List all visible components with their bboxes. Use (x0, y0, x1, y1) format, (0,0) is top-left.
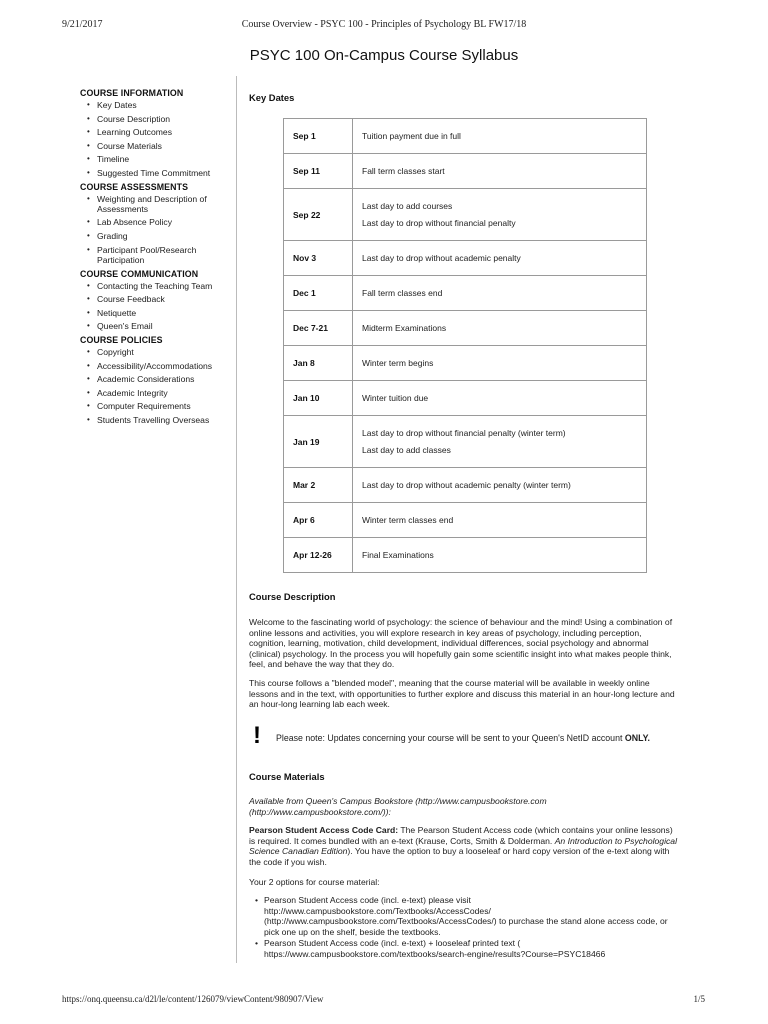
date-cell: Sep 22 (284, 189, 353, 241)
print-title: Course Overview - PSYC 100 - Principles of Psychology BL FW17/18 (241, 19, 527, 30)
nav-section-title[interactable]: COURSE POLICIES (80, 334, 163, 345)
table-row (284, 416, 647, 468)
event-cell (353, 119, 647, 154)
options-list (249, 895, 679, 960)
nav-link-learning-outcomes[interactable]: • Learning Outcomes (97, 127, 230, 137)
nav-section-title[interactable]: COURSE COMMUNICATION (80, 268, 199, 279)
nav-link-course-materials[interactable]: • Course Materials (97, 141, 230, 151)
nav-link-accessibility[interactable]: • Accessibility/Accommodations (97, 361, 230, 371)
date-cell: Dec 1 (284, 276, 353, 311)
course-description-section (249, 592, 679, 603)
nav-section (80, 335, 230, 425)
key-dates-table (283, 118, 647, 573)
event-cell (353, 276, 647, 311)
event-cell (353, 468, 647, 503)
key-dates-heading: Key Dates (249, 92, 295, 103)
blended-model-paragraph: This course follows a "blended model", meaning that the course material will be available in weekly online lessons and in the text, with opportunities to further explore and discuss this material in an hour-long lecture and an hour-long learning lab each week. (249, 678, 675, 710)
nav-link-copyright[interactable]: • Copyright (97, 347, 230, 357)
sidebar-nav (80, 88, 230, 428)
date-cell: Nov 3 (284, 241, 353, 276)
event-cell (353, 416, 647, 468)
nav-link-computer-requirements[interactable]: • Computer Requirements (97, 401, 230, 411)
bookstore-availability[interactable]: Available from Queen's Campus Bookstore (http://www.campusbookstore.com (http://www.campusbookstore.com/)): (249, 796, 547, 817)
nav-section-title[interactable]: COURSE INFORMATION (80, 88, 184, 98)
print-page-number: 1/5 (693, 994, 705, 1004)
event-cell (353, 381, 647, 416)
pearson-label: Pearson Student Access Code Card: (249, 825, 399, 835)
table-row (284, 468, 647, 503)
event-text: Last day to add courses (362, 201, 453, 211)
event-text: Last day to drop without financial penalty (winter term) (362, 428, 566, 438)
date-cell: Dec 7-21 (284, 311, 353, 346)
event-text: Winter term classes end (362, 515, 454, 525)
nav-link-academic-integrity[interactable]: • Academic Integrity (97, 388, 230, 398)
nav-section (80, 182, 230, 266)
notice-text: Please note: Updates concerning your course will be sent to your Queen's NetID account ONLY. (276, 733, 650, 743)
event-cell (353, 311, 647, 346)
table-row (284, 381, 647, 416)
options-intro: Your 2 options for course material: (249, 877, 380, 887)
notice-emphasis: ONLY. (624, 733, 650, 743)
event-text: Fall term classes start (362, 166, 445, 176)
event-text: Final Examinations (362, 550, 434, 560)
nav-link-key-dates[interactable]: • Key Dates (97, 100, 230, 110)
table-row (284, 503, 647, 538)
nav-link-queens-email[interactable]: • Queen's Email (97, 321, 230, 331)
course-materials-heading: Course Materials (249, 771, 325, 782)
event-text: Last day to drop without academic penalty (winter term) (362, 480, 571, 490)
date-cell: Jan 8 (284, 346, 353, 381)
date-cell: Apr 12-26 (284, 538, 353, 573)
nav-link-academic-considerations[interactable]: • Academic Considerations (97, 374, 230, 384)
table-row (284, 346, 647, 381)
nav-link-grading[interactable]: • Grading (97, 231, 230, 241)
table-row (284, 538, 647, 573)
nav-link-timeline[interactable]: • Timeline (97, 154, 230, 164)
column-divider (236, 76, 237, 963)
exclamation-icon: ! (253, 722, 261, 749)
course-description-paragraph: Welcome to the fascinating world of psychology: the science of behaviour and the mind! Using a combination of online lessons and activities, you will explore research in key areas of psychology, including perception, cognition, learning, motivation, child development, individual differences, social psychology and abnormal (clinical) psychology. In the process you will hopefully gain some scientific insight into what makes people think, feel, and behave the way that they do. (249, 617, 673, 670)
event-text: Tuition payment due in full (362, 131, 461, 141)
table-row (284, 189, 647, 241)
nav-link-teaching-team[interactable]: • Contacting the Teaching Team (97, 281, 230, 291)
event-cell (353, 503, 647, 538)
nav-section-title[interactable]: COURSE ASSESSMENTS (80, 181, 189, 192)
event-text: Fall term classes end (362, 288, 443, 298)
date-cell: Mar 2 (284, 468, 353, 503)
list-item[interactable]: • Pearson Student Access code (incl. e-text) please visit http://www.campusbookstore.com/Textbooks/AccessCodes/ (http://www.campusbookstore.com/Textbooks/AccessCodes/) to purchase the stand alone access code, or pick one up on the shelf, beside the textbooks. (264, 895, 679, 937)
date-cell: Sep 1 (284, 119, 353, 154)
nav-link-suggested-time[interactable]: • Suggested Time Commitment (97, 168, 230, 178)
event-cell (353, 154, 647, 189)
date-cell: Apr 6 (284, 503, 353, 538)
table-row (284, 241, 647, 276)
event-text: Winter tuition due (362, 393, 429, 403)
table-row (284, 154, 647, 189)
textbook-title: An Introduction to Psychological Science Canadian Edition (249, 835, 677, 857)
nav-section (80, 269, 230, 332)
event-text: Last day to drop without financial penalty (362, 218, 516, 228)
table-row (284, 276, 647, 311)
event-cell (353, 538, 647, 573)
course-materials-section (249, 772, 679, 783)
print-date: 9/21/2017 (62, 19, 103, 30)
nav-link-lab-absence[interactable]: • Lab Absence Policy (97, 217, 230, 227)
options-list-wrap (249, 895, 679, 961)
nav-link-weighting[interactable]: • Weighting and Description of Assessments (97, 194, 230, 215)
nav-link-students-overseas[interactable]: • Students Travelling Overseas (97, 415, 230, 425)
nav-link-netiquette[interactable]: • Netiquette (97, 308, 230, 318)
table-row (284, 119, 647, 154)
event-text: Midterm Examinations (362, 323, 447, 333)
date-cell: Jan 10 (284, 381, 353, 416)
event-cell (353, 346, 647, 381)
key-dates-section (249, 92, 679, 103)
nav-link-participant-pool[interactable]: • Participant Pool/Research Participation (97, 245, 230, 266)
page-title: PSYC 100 On-Campus Course Syllabus (249, 47, 519, 64)
date-cell: Sep 11 (284, 154, 353, 189)
nav-link-course-description[interactable]: • Course Description (97, 114, 230, 124)
pearson-paragraph: Pearson Student Access Code Card: The Pearson Student Access code (which contains your online lessons) is required. It comes bundled with an e-text (Krause, Corts, Smith & Dolderman. An Introduction to Psychological Science Canadian Edition). You have the option to buy a looseleaf or hard copy version of the e-text along with the code if you wish. (249, 825, 677, 867)
event-cell (353, 241, 647, 276)
table-row (284, 311, 647, 346)
event-cell (353, 189, 647, 241)
course-description-heading: Course Description (249, 591, 336, 602)
event-text: Last day to add classes (362, 445, 451, 455)
event-text: Winter term begins (362, 358, 434, 368)
nav-section (80, 88, 230, 178)
print-url: https://onq.queensu.ca/d2l/le/content/126079/viewContent/980907/View (62, 994, 324, 1004)
nav-link-course-feedback[interactable]: • Course Feedback (97, 294, 230, 304)
list-item[interactable]: • Pearson Student Access code (incl. e-text) + looseleaf printed text ( https://www.campusbookstore.com/textbooks/search-engine/results?Course=PSYC18466 (264, 938, 679, 959)
date-cell: Jan 19 (284, 416, 353, 468)
event-text: Last day to drop without academic penalty (362, 253, 521, 263)
